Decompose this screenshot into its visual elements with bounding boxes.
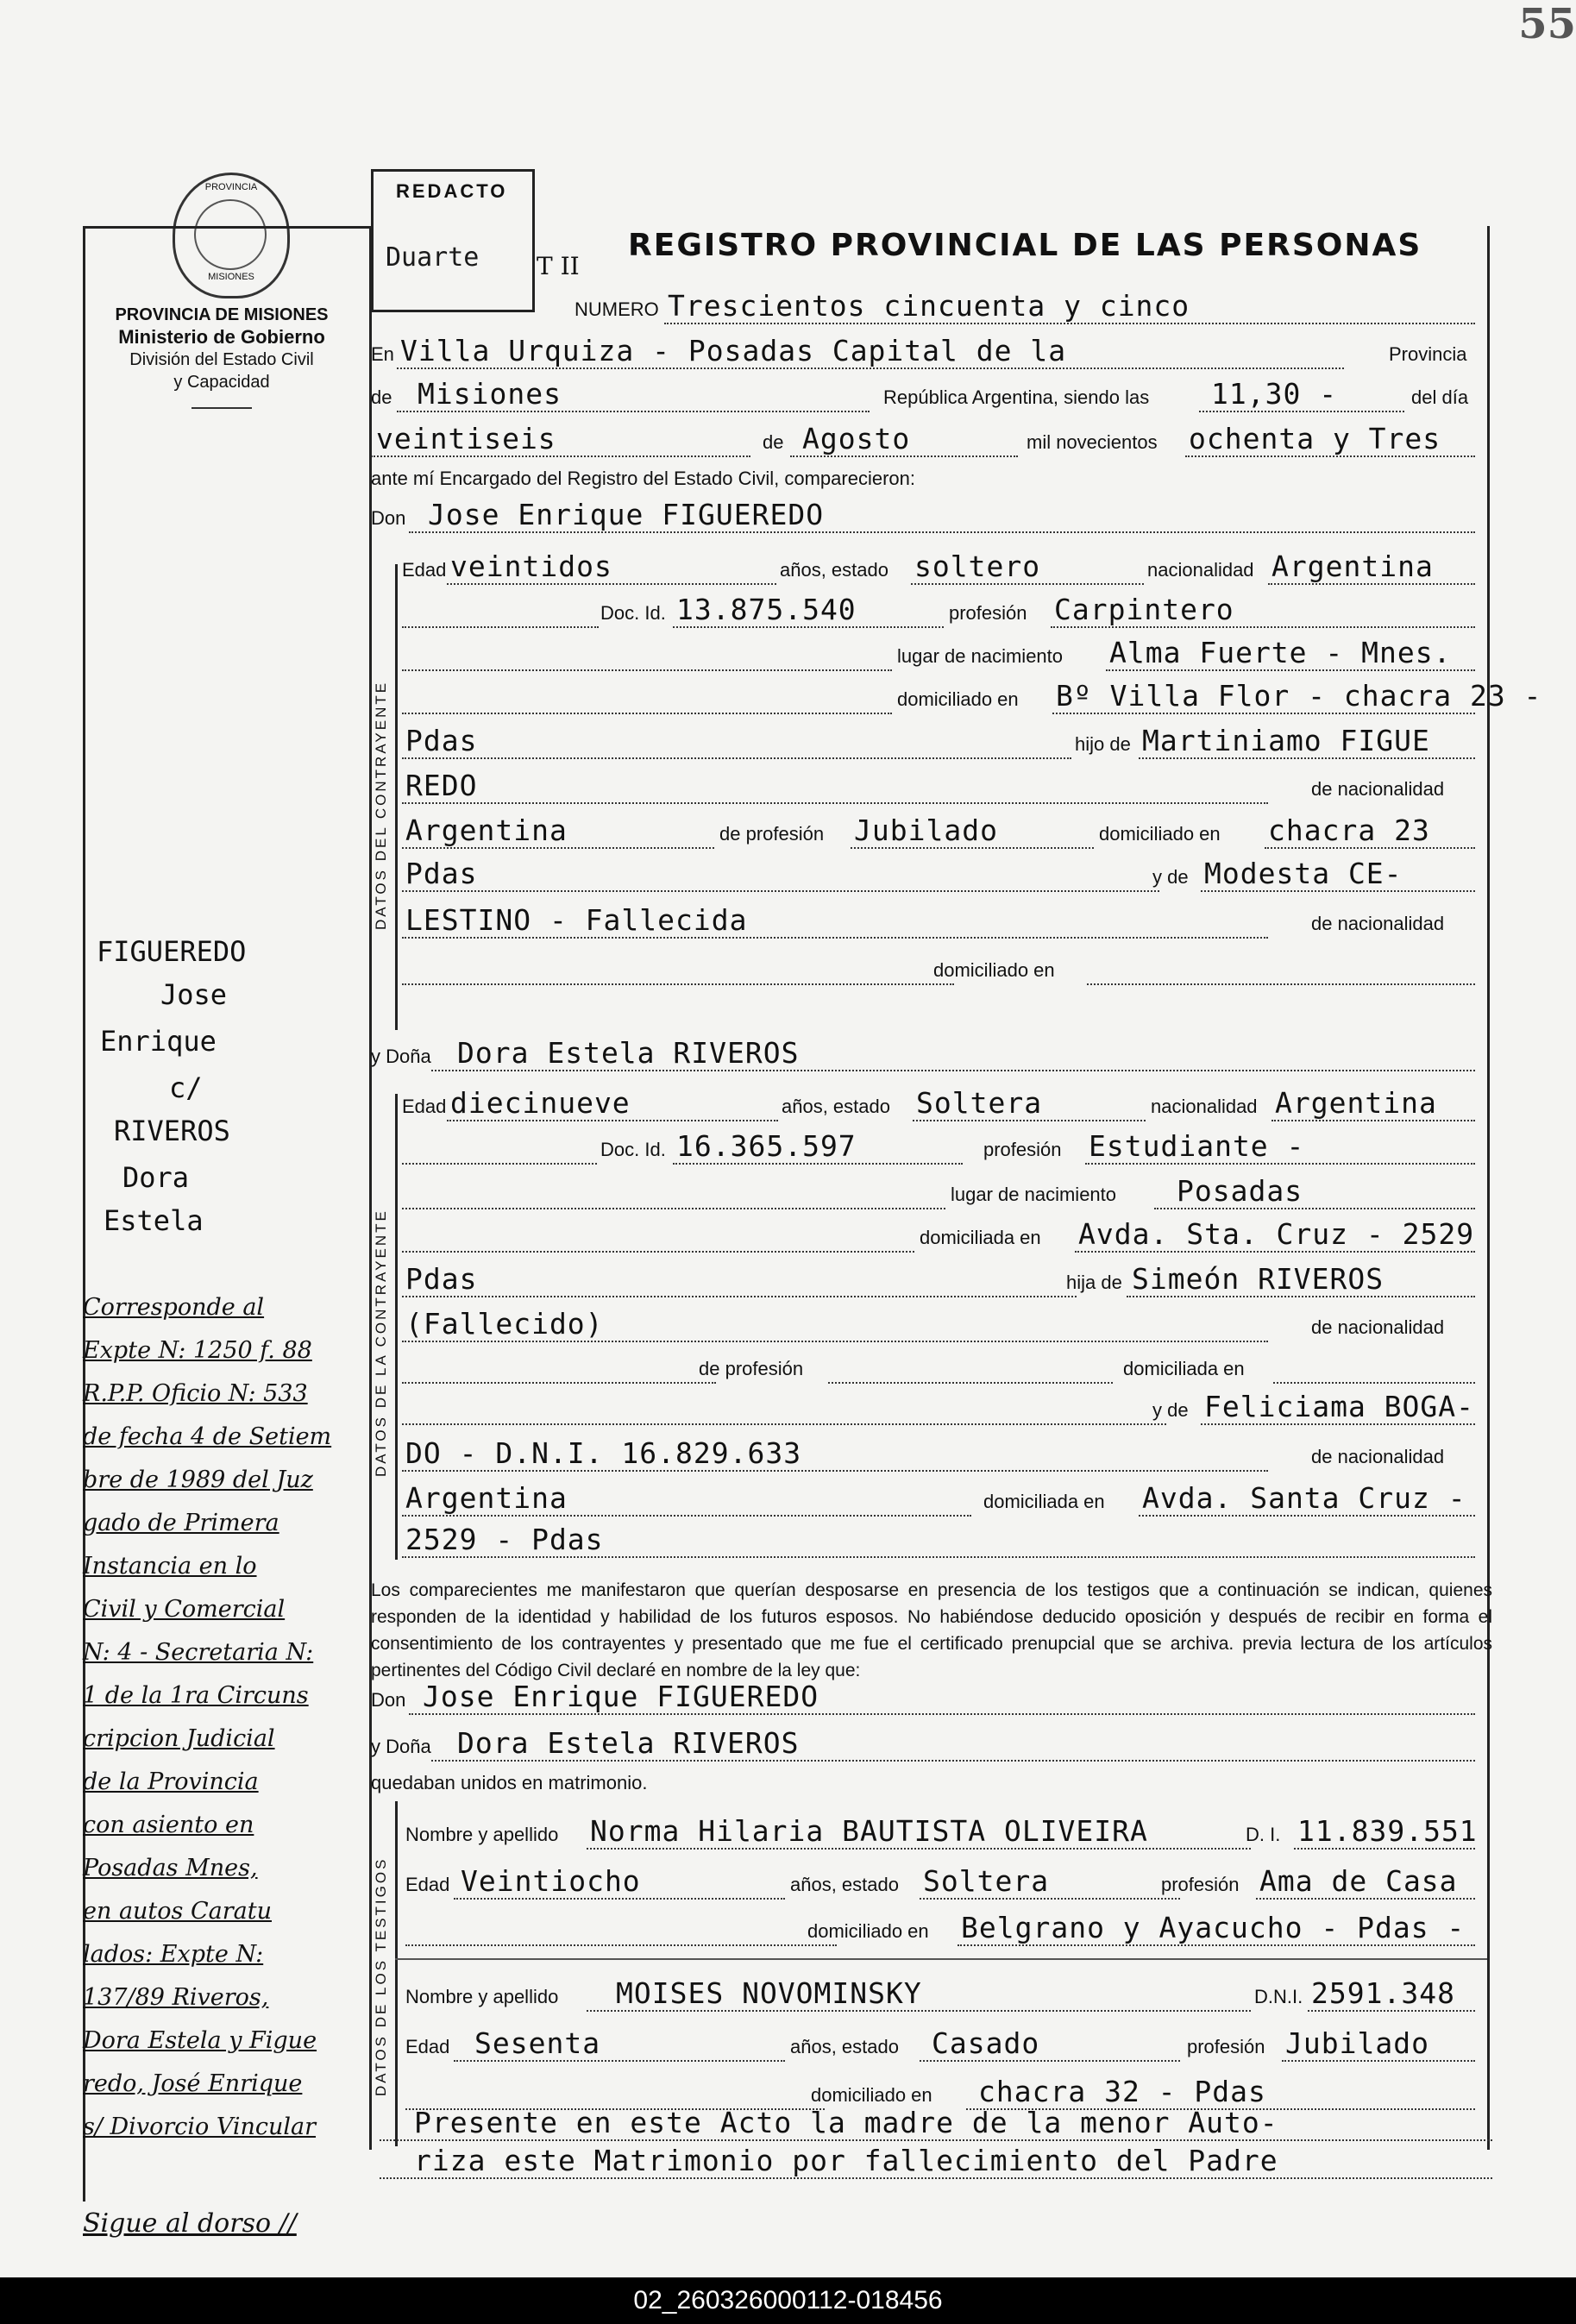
domiciliado-en-label-2: domiciliado en	[933, 959, 1055, 981]
dia-value: veintiseis	[376, 422, 556, 455]
groom-estado: soltero	[914, 550, 1041, 583]
bride-padre: Simeón RIVEROS	[1132, 1262, 1384, 1296]
padre-dom2-line	[402, 890, 1159, 892]
bride-anos-label: años, estado	[782, 1096, 890, 1117]
de-label: de	[371, 386, 392, 408]
bride-y-de-label: y de	[1152, 1399, 1189, 1421]
bride-dom2-line	[402, 1296, 1077, 1297]
bride-name-line	[431, 1070, 1475, 1071]
groom-profesion: Carpintero	[1054, 593, 1234, 626]
margin-name-2: Jose	[160, 978, 228, 1011]
madre2-line	[402, 937, 1268, 939]
edad-label: Edad	[402, 559, 447, 581]
dona-label: y Doña	[371, 1046, 431, 1067]
margin-annot-9: N: 4 - Secretaria N:	[83, 1639, 314, 1666]
de-mes-label: de	[763, 431, 784, 453]
groom-padre: Martiniamo FIGUE	[1142, 724, 1430, 757]
note-row-2	[380, 2146, 1488, 2181]
margin-annot-11: cripcion Judicial	[83, 1725, 275, 1752]
groom-madre-row	[371, 859, 1479, 894]
decl-don-row	[371, 1682, 1479, 1717]
bride-madre-2: DO - D.N.I. 16.829.633	[405, 1436, 802, 1470]
w1-domicilio: Belgrano y Ayacucho - Pdas -	[961, 1911, 1466, 1944]
w2-di-label: D.N.I.	[1254, 1986, 1303, 2007]
bride-madre-dom-line	[1139, 1515, 1475, 1517]
groom-madre: Modesta CE-	[1204, 857, 1403, 890]
groom-name: Jose Enrique FIGUEREDO	[428, 498, 825, 531]
groom-padre-dom-2: Pdas	[405, 857, 478, 890]
w2-edad-row	[371, 2026, 1479, 2063]
margin-name-3: Enrique	[100, 1025, 217, 1058]
margin-annot-16: lados: Expte N:	[83, 1941, 264, 1968]
margin-annot-4: de fecha 4 de Setiem	[83, 1423, 332, 1450]
page-title: REGISTRO PROVINCIAL DE LAS PERSONAS	[628, 228, 1422, 263]
bride-madre-row	[371, 1392, 1479, 1427]
bride-doc: 16.365.597	[676, 1129, 857, 1163]
bride-de-nac-label: de nacionalidad	[1311, 1316, 1445, 1338]
bride-madre-dom: Avda. Santa Cruz -	[1142, 1481, 1466, 1515]
bride-madre-dom2-row	[371, 1525, 1479, 1560]
de-nacionalidad-label-2: de nacionalidad	[1311, 913, 1445, 934]
padre-dom-line	[1265, 847, 1475, 849]
en-label: En	[371, 343, 394, 365]
bride-lugar: Posadas	[1177, 1174, 1303, 1208]
anio-value: ochenta y Tres	[1189, 422, 1441, 455]
w2-profesion-label: profesión	[1187, 2036, 1265, 2057]
w1-dom-pre-line	[405, 1944, 837, 1946]
bride-domicilio: Avda. Sta. Cruz - 2529	[1078, 1217, 1475, 1251]
margin-annot-19: redo, José Enrique	[83, 2070, 303, 2097]
bride-padre-nac-row	[371, 1307, 1479, 1344]
groom-padre-dom: chacra 23	[1268, 813, 1430, 847]
bride-name: Dora Estela RIVEROS	[457, 1036, 800, 1070]
bride-lugar-row	[371, 1174, 1479, 1211]
quedaban-row	[371, 1765, 1479, 1800]
numero-value: Trescientos cincuenta y cinco	[668, 289, 1190, 323]
bride-lugar-line	[1154, 1208, 1475, 1209]
padre2-line	[402, 802, 1268, 804]
bride-madre-dom-row	[371, 1481, 1479, 1518]
margin-annot-8: Civil y Comercial	[83, 1596, 286, 1623]
seal-top-text: PROVINCIA	[204, 182, 258, 192]
bride-domicilio-line	[1075, 1251, 1475, 1253]
de-nacionalidad-label: de nacionalidad	[1311, 778, 1445, 800]
domiciliado-label: domiciliado en	[897, 688, 1019, 710]
bride-de-prof-label: de profesión	[699, 1358, 804, 1379]
decl-dona-name: Dora Estela RIVEROS	[457, 1726, 800, 1760]
estado-line	[911, 583, 1144, 585]
groom-padre-prof: Jubilado	[854, 813, 998, 847]
madre-dom-line	[1087, 983, 1475, 985]
w1-edad-label: Edad	[405, 1874, 450, 1895]
groom-side-label: DATOS DEL CONTRAYENTE	[373, 680, 389, 930]
groom-edad: veintidos	[450, 550, 612, 583]
decl-don-label: Don	[371, 1689, 406, 1711]
bride-domiciliada-label: domiciliada en	[920, 1227, 1041, 1248]
edad-line	[447, 583, 776, 585]
padre-domiciliado-label: domiciliado en	[1099, 823, 1221, 845]
del-dia-label: del día	[1411, 386, 1469, 408]
bride-madre-dom2-line	[402, 1556, 1475, 1558]
doc-label: Doc. Id.	[600, 602, 666, 624]
margin-annot-2: Expte N: 1250 f. 88	[83, 1337, 312, 1364]
dia-line	[371, 455, 750, 457]
de-line	[397, 411, 870, 412]
bride-madre: Feliciama BOGA-	[1204, 1390, 1475, 1423]
anos-label: años, estado	[780, 559, 888, 581]
groom-nacionalidad: Argentina	[1271, 550, 1434, 583]
bride-edad-label: Edad	[402, 1096, 447, 1117]
w1-anos-label: años, estado	[790, 1874, 899, 1895]
margin-annot-15: en autos Caratu	[83, 1898, 272, 1925]
w2-estado-line	[920, 2060, 1180, 2062]
bride-hija-row	[371, 1262, 1479, 1299]
w2-domiciliado-label: domiciliado en	[811, 2084, 932, 2106]
domicilio-pre-line	[402, 713, 892, 714]
decl-dona-line	[431, 1760, 1475, 1762]
w1-di: 11.839.551	[1297, 1814, 1478, 1848]
groom-doc: 13.875.540	[676, 593, 857, 626]
w1-nombre-row	[371, 1814, 1479, 1851]
bride-doc-row	[371, 1129, 1479, 1166]
w2-nombre: MOISES NOVOMINSKY	[616, 1976, 922, 2010]
bride-profesion: Estudiante -	[1089, 1129, 1305, 1163]
provincia-label: Provincia	[1389, 343, 1467, 365]
groom-hijo-row	[371, 726, 1479, 761]
padre-line	[1139, 757, 1475, 759]
bride-madre-nac-line	[402, 1515, 971, 1517]
profesion-line	[1051, 626, 1475, 628]
groom-doc-row	[371, 595, 1479, 630]
tome-number: T II	[537, 252, 580, 280]
ministry-division: División del Estado Civil	[129, 350, 314, 369]
note-line-1	[380, 2139, 1492, 2141]
w1-di-line	[1294, 1848, 1475, 1850]
w1-domicilio-row	[371, 1913, 1479, 1948]
groom-domicilio-row	[371, 679, 1542, 716]
bride-edad-row	[371, 1086, 1479, 1123]
numero-row	[371, 289, 1479, 326]
mes-value: Agosto	[802, 422, 911, 455]
madre-nac-line	[402, 983, 954, 985]
page-number: 55	[1518, 0, 1576, 48]
en-row	[371, 336, 1479, 371]
bride-nacionalidad: Argentina	[1275, 1086, 1437, 1120]
bride-doc-pre-line	[402, 1163, 597, 1165]
w1-domicilio-line	[958, 1944, 1475, 1946]
bride-padre-dom-label: domiciliada en	[1123, 1358, 1245, 1379]
margin-annot-14: Posadas Mnes,	[83, 1855, 258, 1881]
bride-padre-prof-line	[828, 1382, 1113, 1384]
margin-annot-5: bre de 1989 del Juz	[83, 1467, 313, 1493]
domicilio-line	[1052, 713, 1475, 714]
w2-anos-label: años, estado	[790, 2036, 899, 2057]
groom-padre-nac-row	[371, 771, 1479, 806]
lugar-label: lugar de nacimiento	[897, 645, 1064, 667]
form-right-rule	[1487, 226, 1490, 2150]
ministry-name: Ministerio de Gobierno	[118, 326, 325, 348]
y-de-label: y de	[1152, 866, 1189, 888]
numero-label: NUMERO	[575, 298, 659, 320]
profesion-label: profesión	[949, 602, 1027, 624]
bride-lugar-pre-line	[402, 1208, 945, 1209]
margin-name-1: FIGUEREDO	[97, 935, 247, 968]
w1-estado: Soltera	[923, 1864, 1050, 1898]
w1-domiciliado-label: domiciliado en	[807, 1920, 929, 1942]
bride-dom-pre-line	[402, 1251, 914, 1253]
bride-domicilio-2: Pdas	[405, 1262, 478, 1296]
bride-nac-line	[1271, 1120, 1475, 1121]
bride-profesion-line	[1085, 1163, 1475, 1165]
w1-edad-row	[371, 1864, 1479, 1901]
bride-madre-line	[1201, 1423, 1475, 1425]
footer-bar	[0, 2277, 1576, 2324]
w2-edad-line	[454, 2060, 785, 2062]
w1-edad-line	[454, 1898, 785, 1900]
bride-name-row	[371, 1036, 1479, 1073]
padre-nac-line	[402, 847, 714, 849]
w1-profesion-label: profesión	[1161, 1874, 1240, 1895]
groom-name-row	[371, 500, 1479, 535]
padre-prof-line	[851, 847, 1094, 849]
note-line-2-text: riza este Matrimonio por fallecimiento del Padre	[414, 2144, 1278, 2177]
ministry-province: PROVINCIA DE MISIONES	[115, 305, 329, 324]
margin-name-7: Estela	[104, 1204, 204, 1237]
w2-edad: Sesenta	[474, 2026, 601, 2060]
w1-edad: Veintiocho	[461, 1864, 641, 1898]
hora-line	[1199, 411, 1404, 412]
w2-domicilio: chacra 32 - Pdas	[978, 2075, 1266, 2108]
hija-label: hija de	[1066, 1272, 1122, 1293]
margin-annot-12: de la Provincia	[83, 1768, 259, 1795]
w2-profesion-line	[1282, 2060, 1475, 2062]
margin-name-4: c/	[169, 1071, 203, 1104]
mil-label: mil novecientos	[1027, 431, 1158, 453]
w2-estado: Casado	[932, 2026, 1040, 2060]
margin-annot-18: Dora Estela y Figue	[83, 2027, 317, 2054]
hora-value: 11,30 -	[1211, 377, 1338, 411]
doc-pre-line	[402, 626, 599, 628]
redacto-label: REDACTO	[396, 180, 508, 202]
margin-annot-13: con asiento en	[83, 1812, 254, 1838]
quedaban-text: quedaban unidos en matrimonio.	[371, 1772, 648, 1793]
nacionalidad-line	[1268, 583, 1475, 585]
witnesses-side-label: DATOS DE LOS TESTIGOS	[373, 1856, 389, 2096]
w1-profesion-line	[1256, 1898, 1475, 1900]
bride-doc-label: Doc. Id.	[600, 1139, 666, 1160]
margin-annot-1: Corresponde al	[83, 1294, 265, 1321]
margin-name-5: RIVEROS	[114, 1115, 230, 1147]
margin-annot-6: gado de Primera	[83, 1510, 279, 1536]
margin-annot-7: Instancia en lo	[83, 1553, 257, 1580]
madre-line	[1201, 890, 1475, 892]
w1-nombre-label: Nombre y apellido	[405, 1824, 559, 1845]
declaration-paragraph: Los comparecientes me manifestaron que querían desposarse en presencia de los testigos que a continuación se indican, quienes responden de la identidad y habilidad de los futuros esposos. No habiéndose deducido oposición y después de recibir en forma el consentimiento de los contrayentes y presentado que me fue el certificado prenupcial que se archiva. previa lectura de los artículos pertinentes del Código Civil declaré en nombre de la ley que:	[371, 1580, 1492, 1680]
ante-row	[371, 461, 1479, 495]
mes-line	[790, 455, 1018, 457]
note-line-1-text: Presente en este Acto la madre de la menor Auto-	[414, 2106, 1278, 2139]
groom-padre-nac: Argentina	[405, 813, 568, 847]
redacto-value: Duarte	[386, 242, 480, 273]
decl-don-line	[409, 1713, 1475, 1715]
groom-domicilio: Bº Villa Flor - chacra 23 -	[1056, 679, 1542, 713]
bride-de-nac-label-2: de nacionalidad	[1311, 1446, 1445, 1467]
groom-lugar-row	[371, 638, 1479, 673]
w1-nombre: Norma Hilaria BAUTISTA OLIVEIRA	[590, 1814, 1148, 1848]
bride-madre-nac: Argentina	[405, 1481, 568, 1515]
seal-emblem	[194, 199, 267, 270]
ministry-division-2: y Capacidad	[173, 373, 270, 392]
numero-line	[664, 323, 1475, 324]
bride-padre-prof-row	[371, 1351, 1479, 1385]
hijo-label: hijo de	[1075, 733, 1131, 755]
bride-madre-dom-label: domiciliada en	[983, 1491, 1105, 1512]
bride-padre2-line	[402, 1341, 1268, 1342]
groom-madre-2: LESTINO - Fallecida	[405, 903, 748, 937]
bride-doc-line	[673, 1163, 963, 1165]
w2-di-line	[1308, 2010, 1475, 2012]
margin-annot-17: 137/89 Riveros,	[83, 1984, 269, 2011]
w1-profesion: Ama de Casa	[1259, 1864, 1458, 1898]
bride-padre-2: (Fallecido)	[405, 1307, 604, 1341]
w1-estado-line	[920, 1898, 1180, 1900]
groom-madre-nac-row	[371, 903, 1479, 940]
sigue-al-dorso: Sigue al dorso //	[83, 2208, 297, 2239]
groom-padre-2: REDO	[405, 769, 478, 802]
bride-edad-line	[447, 1120, 778, 1121]
bride-profesion-label: profesión	[983, 1139, 1062, 1160]
witness-divider	[395, 1958, 1487, 1960]
nacionalidad-label: nacionalidad	[1147, 559, 1254, 581]
groom-padre-prof-row	[371, 813, 1479, 851]
top-left-rule	[83, 226, 371, 229]
w2-nombre-label: Nombre y apellido	[405, 1986, 559, 2007]
w2-nombre-row	[371, 1976, 1479, 2013]
bride-edad: diecinueve	[450, 1086, 631, 1120]
republica-label: República Argentina, siendo las	[883, 386, 1150, 408]
margin-annot-10: 1 de la 1ra Circuns	[83, 1682, 309, 1709]
anio-line	[1185, 455, 1475, 457]
don-label: Don	[371, 507, 406, 529]
groom-name-line	[409, 531, 1475, 533]
bride-madre-pre-line	[402, 1423, 1166, 1425]
bride-madre-nac-row	[371, 1436, 1479, 1473]
en-line	[397, 367, 1344, 369]
fecha-row	[371, 424, 1479, 459]
note-row-1	[380, 2108, 1488, 2143]
margin-name-6: Dora	[122, 1161, 190, 1194]
bride-padre-nac-line	[402, 1382, 716, 1384]
doc-line	[673, 626, 944, 628]
lugar-line	[1106, 669, 1475, 671]
bride-domicilio-row	[371, 1217, 1479, 1254]
bride-lugar-label: lugar de nacimiento	[951, 1184, 1117, 1205]
groom-edad-row	[371, 552, 1479, 587]
de-profesion-label: de profesión	[719, 823, 825, 845]
decl-don-name: Jose Enrique FIGUEREDO	[423, 1680, 819, 1713]
bride-nac-label: nacionalidad	[1151, 1096, 1258, 1117]
ante-text: ante mí Encargado del Registro del Estado Civil, comparecieron:	[371, 468, 915, 489]
decl-dona-label: y Doña	[371, 1736, 431, 1757]
w1-nombre-line	[587, 1848, 1251, 1850]
document-id: 02_260326000112-018456	[633, 2286, 943, 2315]
bride-side-label: DATOS DE LA CONTRAYENTE	[373, 1209, 389, 1477]
w1-di-label: D. I.	[1246, 1824, 1281, 1845]
de-value: Misiones	[418, 377, 562, 411]
groom-madre-dom-row	[371, 952, 1479, 987]
groom-domicilio-2: Pdas	[405, 724, 478, 757]
bride-padre-dom-line	[1273, 1382, 1475, 1384]
groom-lugar: Alma Fuerte - Mnes.	[1109, 636, 1452, 669]
w2-edad-label: Edad	[405, 2036, 450, 2057]
margin-annot-20: s/ Divorcio Vincular	[83, 2114, 317, 2140]
decl-dona-row	[371, 1726, 1479, 1763]
provincial-seal	[173, 173, 290, 298]
w2-di: 2591.348	[1311, 1976, 1455, 2010]
ministry-divider	[192, 407, 252, 409]
seal-bottom-text: MISIONES	[208, 272, 254, 282]
note-line-2	[380, 2177, 1492, 2179]
bride-madre-dom-2: 2529 - Pdas	[405, 1523, 604, 1556]
en-value: Villa Urquiza - Posadas Capital de la	[400, 334, 1067, 367]
w2-nombre-line	[587, 2010, 1251, 2012]
de-row	[371, 377, 1479, 414]
bride-estado-line	[913, 1120, 1146, 1121]
bride-madre2-line	[402, 1470, 1268, 1472]
w2-profesion: Jubilado	[1285, 2026, 1429, 2060]
ministry-header	[79, 304, 364, 409]
margin-annot-3: R.P.P. Oficio N: 533	[83, 1380, 308, 1407]
lugar-pre-line	[402, 669, 892, 671]
bride-padre-line	[1127, 1296, 1475, 1297]
bride-estado: Soltera	[916, 1086, 1043, 1120]
domicilio2-line	[402, 757, 1071, 759]
